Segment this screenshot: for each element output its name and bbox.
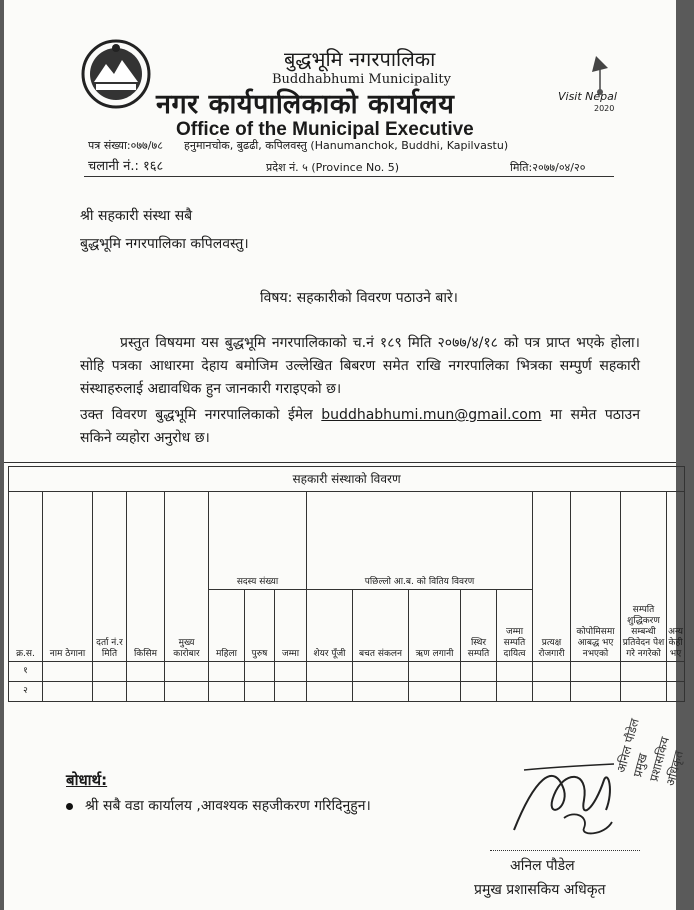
row-number: १: [9, 662, 43, 682]
col-female: महिला: [209, 590, 245, 662]
subject-line: विषय: सहकारीको विवरण पठाउने बारे।: [260, 290, 458, 306]
col-total: जम्मा: [275, 590, 307, 662]
body-paragraph-1: प्रस्तुत विषयमा यस बुद्धभूमि नगरपालिकाको च.नं १८९ मिति २०७७/४/१८ को पत्र प्राप्त भएके होला। सोहि पत्रका आधारमा देहाय बमोजिम उल्लेखित बिबरण समेत राखि नगरपालिका भित्रका सम्पुर्ण सहकारी संस्थाहरुलाई अद्यावधिक हुन जानकारी गराइएको छ।: [80, 335, 640, 397]
visit-nepal-text: Visit Nepal: [558, 90, 617, 103]
table-row: [9, 662, 685, 682]
col-share: शेयर पूँजी: [307, 590, 353, 662]
para2-start: उक्त विवरण बुद्धभूमि नगरपालिकाको ईमेल: [80, 407, 322, 423]
municipality-name-np: बुद्धभूमि नगरपालिका: [284, 47, 436, 71]
cc-item: [66, 796, 371, 815]
signatory-name: अनिल पौडेल: [510, 858, 575, 874]
col-employment: प्रत्यक्ष रोजगारी: [533, 492, 571, 662]
table-row: [9, 682, 685, 702]
col-name: नाम ठेगाना: [43, 492, 93, 662]
visit-nepal-logo: [544, 50, 644, 120]
province: प्रदेश नं. ५ (Province No. 5): [266, 161, 400, 174]
col-savings: बचत संकलन: [353, 590, 409, 662]
visit-nepal-year: 2020: [594, 104, 615, 113]
col-type: किसिम: [127, 492, 165, 662]
body-paragraph-2: [80, 404, 640, 450]
col-male: पुरुष: [245, 590, 275, 662]
col-business: मुख्य कारोबार: [165, 492, 209, 662]
col-loan: ऋण लगानी: [409, 590, 461, 662]
col-fixed-assets: स्थिर सम्पति: [461, 590, 497, 662]
table-title: सहकारी संस्थाको विवरण: [9, 467, 685, 492]
col-registration: दर्ता नं.र मिति: [93, 492, 127, 662]
letter-number: पत्र संख्या:०७७/७८: [88, 139, 163, 152]
header-divider: [84, 176, 614, 177]
dispatch-number: चलानी नं.: १६८: [88, 159, 164, 174]
signatory-title: प्रमुख प्रशासकिय अधिकृत: [474, 882, 606, 898]
col-audit: सम्पति शुद्धिकरण सम्बन्धी प्रतिवेदन पेश गरे नगरेको: [621, 492, 667, 662]
para2-end: मा समेत पठाउन सकिने व्यहोरा अनुरोध छ।: [80, 407, 640, 446]
col-cope: कोपोमिसमा आबद्ध भए नभएको: [571, 492, 621, 662]
official-stamp-text: अनिल पौडेल प्रमुख प्रशासकिय अधिकृत: [613, 717, 686, 788]
row-number: २: [9, 682, 43, 702]
col-other: अन्य केही भए: [667, 492, 685, 662]
table-top-rule: [4, 462, 676, 463]
bullet-icon: [66, 803, 73, 810]
cooperative-details-table: [8, 466, 685, 702]
municipality-logo-icon: [80, 38, 152, 110]
col-sn: क्र.स.: [9, 492, 43, 662]
office-name-en: Office of the Municipal Executive: [176, 119, 474, 140]
group-financial: पछिल्लो आ.ब. को वितिय विवरण: [307, 492, 533, 590]
letter-page: [4, 0, 686, 910]
letter-date: मिति:२०७७/०४/२०: [510, 161, 586, 174]
office-address: हनुमानचोक, बुढढी, कपिलवस्तु (Hanumanchok, Buddhi, Kapilvastu): [184, 139, 509, 152]
cc-item-text: श्री सबै वडा कार्यालय ,आवश्यक सहजीकरण गरिदिनुहुन।: [85, 798, 371, 814]
municipality-name-en: Buddhabhumi Municipality: [272, 72, 451, 87]
email-link[interactable]: buddhabhumi.mun@gmail.com: [321, 407, 542, 423]
col-total-assets: जम्मा सम्पति दायित्व: [497, 590, 533, 662]
signature-line: [490, 850, 640, 851]
group-members: सदस्य संख्या: [209, 492, 307, 590]
cc-heading: बोधार्थ:: [66, 771, 108, 789]
office-name-np: नगर कार्यपालिकाको कार्यालय: [156, 89, 455, 120]
recipient-line-2: बुद्धभूमि नगरपालिका कपिलवस्तु।: [80, 236, 249, 252]
recipient-line-1: श्री सहकारी संस्था सबै: [80, 208, 193, 224]
